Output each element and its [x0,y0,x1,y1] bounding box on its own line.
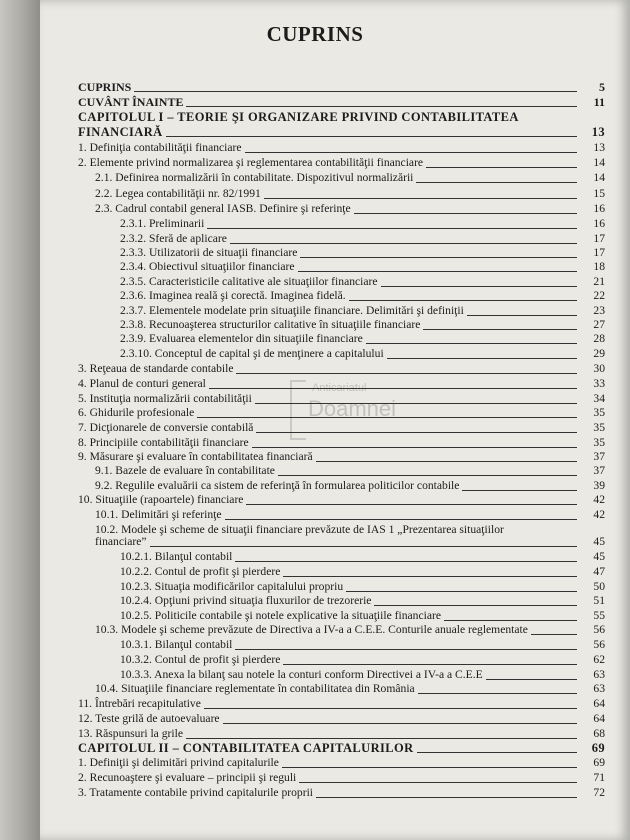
toc-entry-label: FINANCIARĂ [78,125,163,139]
toc-leader-line [349,300,577,301]
toc-page-number: 56 [593,638,605,651]
toc-page-number: 37 [593,450,605,463]
toc-entry [120,304,605,318]
toc-leader-line [346,591,577,592]
toc-entry [78,771,605,785]
toc-entry [78,436,605,450]
toc-entry-label: 2.3.8. Recunoaşterea structurilor calitative în situaţiile financiare [120,318,421,331]
toc-page-number: 16 [593,217,605,230]
toc-leader-line [423,329,577,330]
toc-entry [78,362,605,376]
toc-entry [78,727,605,741]
toc-leader-line [486,679,577,680]
toc-page-number: 21 [593,275,605,288]
toc-page-number: 30 [593,362,605,375]
toc-page-number: 35 [593,436,605,449]
toc-leader-line [374,605,577,606]
toc-entry-label: 3. Tratamente contabile privind capitalurile proprii [78,786,314,799]
toc-page-number: 23 [593,304,605,317]
toc-entry-label: 2.3.5. Caracteristicile calitative ale situaţiilor financiare [120,275,378,288]
toc-leader-line [236,373,577,374]
toc-entry [95,623,605,637]
toc-entry [95,202,605,216]
toc-entry-label: 2.1. Definirea normalizării în contabilitate. Dispozitivul normalizării [95,171,414,184]
toc-page-number: 5 [599,80,605,94]
toc-entry-label: 9.2. Regulile evaluării ca sistem de referinţă în formularea politicilor contabile [95,479,460,492]
toc-page-number: 27 [593,318,605,331]
toc-entry [120,246,605,260]
toc-leader-line [531,634,577,635]
toc-entry-label: 10.3. Modele şi scheme prevăzute de Directiva a IV-a a C.E.E. Conturile anuale reglementate [95,623,528,636]
toc-entry [78,406,605,420]
toc-entry [78,80,605,94]
toc-page-number: 50 [593,580,605,593]
toc-entry-label: 4. Planul de conturi general [78,377,206,390]
toc-entry [78,141,605,155]
toc-page-number: 42 [593,493,605,506]
toc-page-number: 51 [593,594,605,607]
toc-leader-line [209,388,577,389]
toc-page-number: 64 [593,697,605,710]
toc-entry [120,550,605,564]
toc-page-number: 68 [593,727,605,740]
toc-leader-line [246,504,577,505]
toc-leader-line [225,519,577,520]
toc-page-number: 33 [593,377,605,390]
toc-page-number: 47 [593,565,605,578]
toc-leader-line [298,271,577,272]
toc-page-number: 63 [593,668,605,681]
toc-entry [120,217,605,231]
toc-page-number: 72 [593,786,605,799]
toc-entry-label: 10.3.2. Contul de profit şi pierdere [120,653,281,666]
toc-leader-line [283,576,577,577]
toc-page-number: 71 [593,771,605,784]
toc-entry [95,535,605,549]
toc-entry [78,697,605,711]
toc-entry-label: 10.2.5. Politicile contabile şi notele explicative la situaţiile financiare [120,609,441,622]
toc-entry-label: 2.3.9. Evaluarea elementelor din situaţiile financiare [120,332,363,345]
toc-entry-label: CAPITOLUL II – CONTABILITATEA CAPITALURILOR [78,741,414,755]
toc-entry [78,125,605,139]
toc-entry-label: 10.3.1. Bilanţul contabil [120,638,233,651]
toc-entry [95,508,605,522]
toc-entry-label: 10.2.4. Opţiuni privind situaţia fluxurilor de trezorerie [120,594,372,607]
toc-page-number: 15 [593,187,605,200]
toc-leader-line [223,723,577,724]
toc-entry-label: 2.3.1. Preliminarii [120,217,205,230]
toc-leader-line [134,91,577,92]
toc-entry-label: 13. Răspunsuri la grile [78,727,183,740]
toc-leader-line [252,447,577,448]
toc-entry-label: 2.3.7. Elementele modelate prin situaţiile financiare. Delimitări şi definiţii [120,304,464,317]
toc-entry-label: 10.3.3. Anexa la bilanţ sau notele la conturi conform Directivei a IV-a a C.E.E [120,668,483,681]
toc-page-number: 64 [593,712,605,725]
toc-entry-label: 1. Definiţia contabilităţii financiare [78,141,242,154]
toc-entry-label: 9.1. Bazele de evaluare în contabilitate [95,464,275,477]
toc-leader-line [354,213,577,214]
toc-entry [78,493,605,507]
toc-entry-label: 2.2. Legea contabilităţii nr. 82/1991 [95,187,261,200]
toc-entry-label: 7. Dicţionarele de conversie contabilă [78,421,254,434]
toc-entry [120,565,605,579]
toc-entry [78,392,605,406]
toc-leader-line [416,182,577,183]
toc-page-number: 29 [593,347,605,360]
toc-leader-line [444,620,577,621]
toc-page-number: 34 [593,392,605,405]
toc-leader-line [197,417,577,418]
stamp-line2: Doamnei [308,396,397,421]
toc-leader-line [426,167,577,168]
toc-entry [120,232,605,246]
toc-page-number: 14 [593,171,605,184]
toc-page-number: 69 [593,756,605,769]
toc-page-number: 45 [593,550,605,563]
toc-entry [78,741,605,755]
toc-leader-line [300,257,577,258]
toc-entry-label: 2.3.3. Utilizatorii de situaţii financiare [120,246,298,259]
toc-page-number: 63 [593,682,605,695]
toc-page-number: 39 [593,479,605,492]
toc-entry [120,332,605,346]
toc-leader-line [387,358,577,359]
toc-leader-line [366,343,577,344]
toc-entry-label: 10.4. Situaţiile financiare reglementate în contabilitatea din România [95,682,415,695]
toc-leader-line [462,490,577,491]
toc-entry-label: CUVÂNT ÎNAINTE [78,95,184,109]
toc-page-number: 35 [593,406,605,419]
toc-entry [120,609,605,623]
toc-page-number: 62 [593,653,605,666]
toc-entry [95,479,605,493]
toc-page-number: 35 [593,421,605,434]
toc-page-number: 14 [593,156,605,169]
toc-entry [95,682,605,696]
toc-entry-label-line1: 10.2. Modele şi scheme de situaţii financiare prevăzute de IAS 1 „Prezentarea situaţiilor [95,523,504,536]
toc-leader-line [278,475,577,476]
toc-entry-label: 5. Instituţia normalizării contabilităţii [78,392,252,405]
toc-entry-label: 12. Teste grilă de autoevaluare [78,712,220,725]
toc-entry-label: 1. Definiţii şi delimitări privind capitalurile [78,756,279,769]
toc-page-number: 69 [591,741,605,755]
toc-entry-label: 9. Măsurare şi evaluare în contabilitatea financiară [78,450,313,463]
toc-page-number: 42 [593,508,605,521]
toc-page-number: 55 [593,609,605,622]
toc-page-number: 16 [593,202,605,215]
toc-page-number: 13 [591,125,605,139]
toc-entry-label: 10. Situaţiile (rapoartele) financiare [78,493,244,506]
toc-leader-line [264,198,577,199]
toc-page-number: 17 [593,232,605,245]
toc-leader-line [417,752,577,753]
toc-leader-line [282,767,577,768]
toc-leader-line [381,286,577,287]
toc-leader-line [316,797,577,798]
toc-entry-label: 3. Reţeaua de standarde contabile [78,362,234,375]
toc-entry [120,580,605,594]
toc-entry-label: 2.3.4. Obiectivul situaţiilor financiare [120,260,295,273]
toc-leader-line [207,228,577,229]
toc-entry [120,638,605,652]
toc-entry [120,260,605,274]
toc-entry [78,450,605,464]
toc-entry [78,786,605,800]
toc-page-number: 17 [593,246,605,259]
toc-entry-label: 2.3.6. Imaginea reală şi corectă. Imaginea fidelă. [120,289,346,302]
toc-page-number: 56 [593,623,605,636]
page-title: CUPRINS [266,22,364,46]
toc-leader-line [235,649,577,650]
toc-leader-line [204,708,577,709]
toc-page-number: 18 [593,260,605,273]
toc-leader-line [150,546,578,547]
toc-entry-label: 2.3. Cadrul contabil general IASB. Definire şi referinţe [95,202,351,215]
toc-entry-label: 2.3.2. Sferă de aplicare [120,232,227,245]
toc-entry-label: 2. Recunoaştere şi evaluare – principii şi reguli [78,771,297,784]
toc-leader-line [235,561,577,562]
toc-entry-label: CUPRINS [78,80,132,94]
toc-entry [95,464,605,478]
toc-entry-label: 10.2.1. Bilanţul contabil [120,550,233,563]
toc-entry-label: 6. Ghidurile profesionale [78,406,195,419]
toc-entry-label: financiare” [95,535,147,548]
toc-leader-line [186,738,577,739]
toc-entry-label: 10.1. Delimitări şi referinţe [95,508,222,521]
toc-entry [120,653,605,667]
toc-entry [120,347,605,361]
toc-entry [95,187,605,201]
toc-entry [78,377,605,391]
toc-leader-line [467,315,577,316]
toc-leader-line [299,782,577,783]
toc-entry [95,171,605,185]
toc-entry-label: 11. Întrebări recapitulative [78,697,201,710]
toc-leader-line [255,403,577,404]
toc-entry [120,668,605,682]
toc-page-number: 28 [593,332,605,345]
stamp-line1: Anticariatul [312,382,367,394]
toc-entry-label: 10.2.2. Contul de profit şi pierdere [120,565,281,578]
toc-entry-label: 8. Principiile contabilităţii financiare [78,436,249,449]
toc-leader-line [283,664,577,665]
toc-entry [120,275,605,289]
toc-leader-line [186,106,577,107]
toc-entry-label-line1: CAPITOLUL I – TEORIE ŞI ORGANIZARE PRIVIND CONTABILITATEA [78,110,519,124]
toc-leader-line [166,136,577,137]
toc-entry [120,289,605,303]
toc-leader-line [230,243,577,244]
toc-page-number: 11 [593,95,605,109]
toc-leader-line [418,693,577,694]
toc-entry [120,318,605,332]
toc-entry [78,95,605,109]
toc-page-number: 45 [593,535,605,548]
toc-entry-label: 2.3.10. Conceptul de capital şi de menţinere a capitalului [120,347,384,360]
toc-entry-label: 10.2.3. Situaţia modificărilor capitalului propriu [120,580,344,593]
toc-entry [78,712,605,726]
toc-entry [78,156,605,170]
toc-page-number: 37 [593,464,605,477]
toc-leader-line [256,432,577,433]
toc-page-number: 22 [593,289,605,302]
toc-page-number: 13 [593,141,605,154]
toc-entry-label: 2. Elemente privind normalizarea şi reglementarea contabilităţii financiare [78,156,424,169]
toc-entry [78,421,605,435]
toc-leader-line [316,461,577,462]
toc-entry [120,594,605,608]
toc-entry [78,756,605,770]
toc-leader-line [245,152,577,153]
